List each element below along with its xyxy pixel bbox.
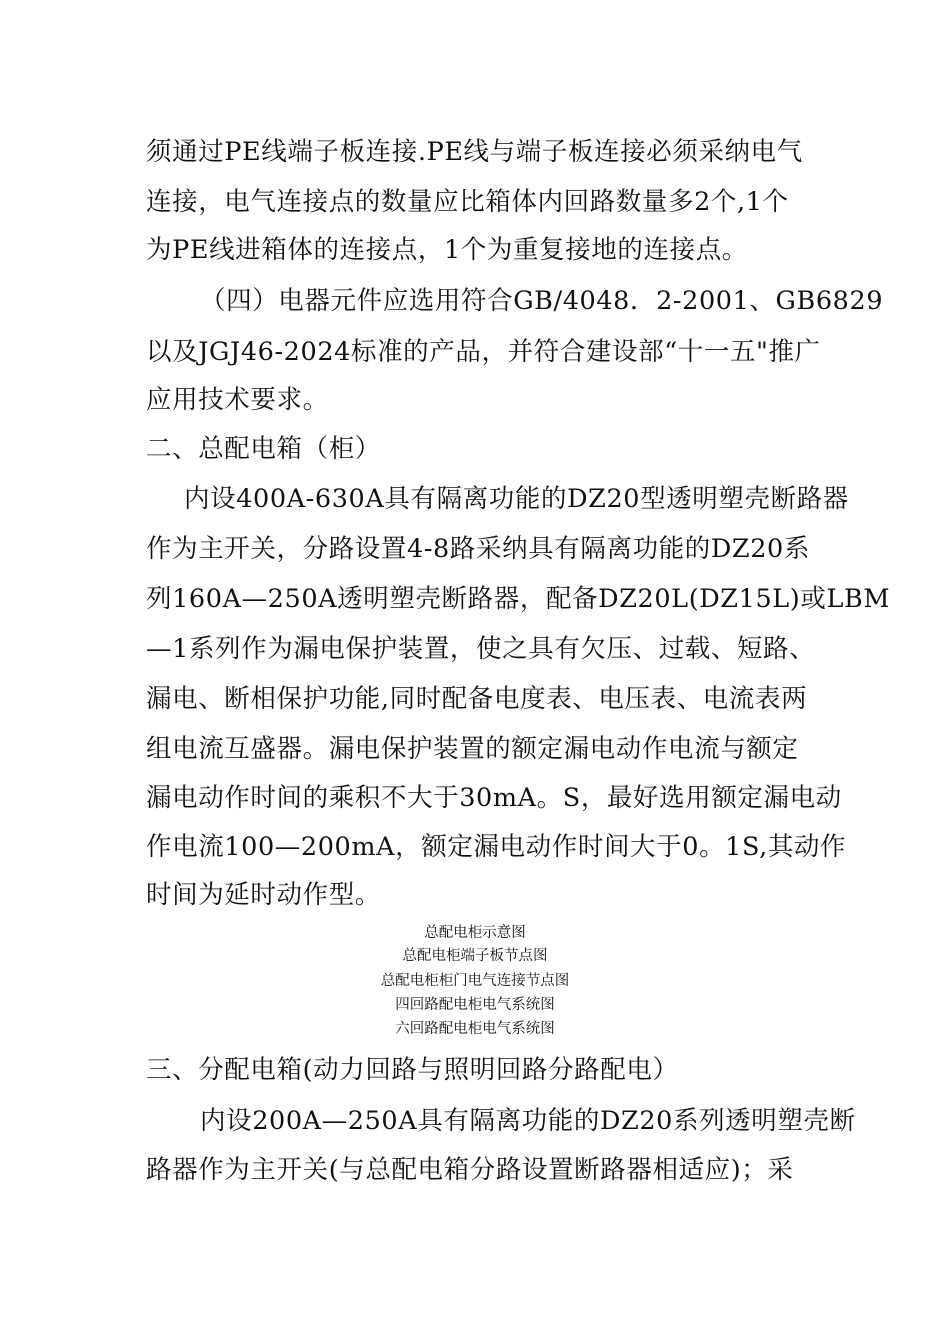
paragraph-1-line-2: 连接，电气连接点的数量应比箱体内回路数量多2个,1个 [146,187,789,217]
figure-caption-1: 总配电柜示意图 [424,925,526,941]
paragraph-3-line-6: 组电流互盛器。漏电保护装置的额定漏电动作电流与额定 [146,734,799,764]
paragraph-1-line-1: 须通过PE线端子板连接.PE线与端子板连接必须采纳电气 [146,137,803,167]
paragraph-3-line-4: —1系列作为漏电保护装置，使之具有欠压、过载、短路、 [146,634,816,664]
paragraph-3-line-1: 内设400A-630A具有隔离功能的DZ20型透明塑壳断路器 [184,484,849,514]
paragraph-3-line-2: 作为主开关，分路设置4-8路采纳具有隔离功能的DZ20系 [146,534,810,564]
paragraph-2-line-3: 应用技术要求。 [146,385,329,415]
paragraph-1-line-3: 为PE线进箱体的连接点，1个为重复接地的连接点。 [146,235,748,265]
figure-caption-2: 总配电柜端子板节点图 [402,948,548,964]
figure-caption-3: 总配电柜柜门电气连接节点图 [380,973,570,989]
paragraph-4-line-1: 内设200A—250A具有隔离功能的DZ20系列透明塑壳断 [200,1106,856,1136]
paragraph-3-line-9: 时间为延时动作型。 [146,880,381,910]
section-heading-3: 三、分配电箱(动力回路与照明回路分路配电） [146,1055,679,1085]
paragraph-4-line-2: 路器作为主开关(与总配电箱分路设置断路器相适应)；采 [146,1155,794,1185]
figure-caption-4: 四回路配电柜电气系统图 [395,997,555,1013]
paragraph-2-line-2: 以及JGJ46-2024标准的产品，并符合建设部“十一五"推广 [146,337,821,367]
paragraph-3-line-7: 漏电动作时间的乘积不大于30mA。S，最好选用额定漏电动 [146,783,842,813]
figure-caption-5: 六回路配电柜电气系统图 [395,1021,555,1037]
paragraph-3-line-3: 列160A—250A透明塑壳断路器，配备DZ20L(DZ15L)或LBM [146,584,891,614]
paragraph-2-line-1: （四）电器元件应选用符合GB/4048．2-2001、GB6829 [200,286,884,316]
paragraph-3-line-8: 作电流100—200mA，额定漏电动作时间大于0。1S,其动作 [146,832,847,862]
paragraph-3-line-5: 漏电、断相保护功能,同时配备电度表、电压表、电流表两 [146,684,808,714]
section-heading-2: 二、总配电箱（柜） [146,434,381,464]
